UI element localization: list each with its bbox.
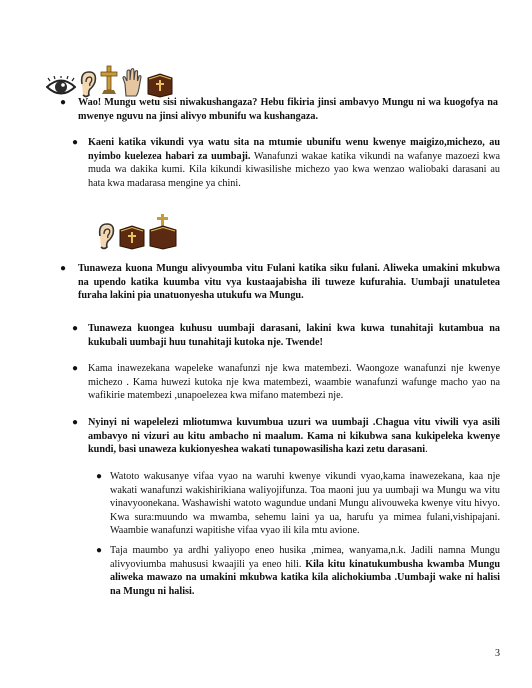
ear-icon [96,222,116,250]
ear-icon [78,70,98,98]
bullet-3: ● [60,263,67,274]
paragraph-5: Kama inawezekana wapeleke wanafunzi nje kwa matembezi. Waongoze wanafunzi nje kwenye michezo . Kama huwezi kutoka nje kwa matembezi, waambie wanafunzi wafunge macho yao na wafikirie matembezi ,unapoelezea kwa mifano matembezi nje. [88,363,500,402]
bible-cross-icon [148,214,178,250]
bullet-6: ● [72,417,79,428]
eye-icon [46,76,76,98]
bible-icon [146,70,174,98]
icon-row-middle [96,210,178,250]
bullet-5: ● [72,363,79,374]
page-number: 3 [495,648,500,659]
paragraph-7: Watoto wakusanye vifaa vyao na waruhi kwenye vikundi vyao,kama inawezekana, kaa nje wakati wanafunzi wakishirikiana waliyojifunza. Toa maoni juu ya uumbaji wa Mungu wa vitu vinavyoonekana. Washawishi watoto wagundue undani Mungu alivouweka kwenye vitu hivyo. Kwa sura:muundo wa mwamba, sehemu laini ya ua, harufu ya mimea fulani,vishipajani. Waambie wanafunzi wapitishe vifaa vyao ili kila mtu avione. [110,471,500,537]
cross-icon [100,64,118,98]
bullet-1: ● [60,97,67,108]
bullet-8: ● [96,545,103,556]
paragraph-6: Nyinyi ni wapelelezi mliotumwa kuvumbua uzuri wa uumbaji .Chagua vitu viwili vya asili ambavyo ni vizuri au kitu ambacho ni maalum. Kama ni kikubwa sana kukipeleka kwenye kundi, basi unaweza kukionyeshea wakati tunapowasilisha kazi zetu darasani. [88,417,500,456]
paragraph-8: Taja maumbo ya ardhi yaliyopo eneo husika ,mimea, wanyama,n.k. Jadili namna Mungu alivyoviumba mahususi kwaajili ya eneo hili. Kila kitu kinatukumbusha kwamba Mungu aliweka mawazo na umakini mkubwa katika kila alichokiumba .Uumbaji wake ni halisi na Mungu ni halisi. [110,545,500,597]
paragraph-2: Kaeni katika vikundi vya watu sita na mtumie ubunifu wenu kwenye maigizo,michezo, au nyimbo kuelezea habari za uumbaji. Wanafunzi wakae katika vikundi na wafanye mazoezi kwa muda wa dakika kumi. Kila kikundi kiwasilishe michezo yao kwa wenzao waliobaki darasani au hata kwa madarasa mengine ya chini. [88,137,501,189]
icon-row-top [46,58,174,98]
bible-icon [118,222,146,250]
hand-icon [120,68,144,98]
bullet-7: ● [96,471,103,482]
paragraph-4: Tunaweza kuongea kuhusu uumbaji darasani, lakini kwa kuwa tunahitaji kutambua na kukubali uumbaji huu tunahitaji kutoka nje. Twende! [88,323,500,348]
paragraph-3: Tunaweza kuona Mungu alivyoumba vitu Fulani katika siku fulani. Aliweka umakini mkubwa na upendo katika kuumba vitu vya kustaajabisha ili tuweze kufurahia. Uumbaji unatuletea furaha lakini pia unatuonyesha utukufu wa Mungu. [78,263,500,302]
bullet-2: ● [72,137,79,148]
bullet-4: ● [72,323,79,334]
paragraph-1: Wao! Mungu wetu sisi niwakushangaza? Hebu fikiria jinsi ambavyo Mungu ni wa kuogofya na mwenye nguvu na jinsi alivyo mbunifu wa kushangaza. [78,97,498,122]
